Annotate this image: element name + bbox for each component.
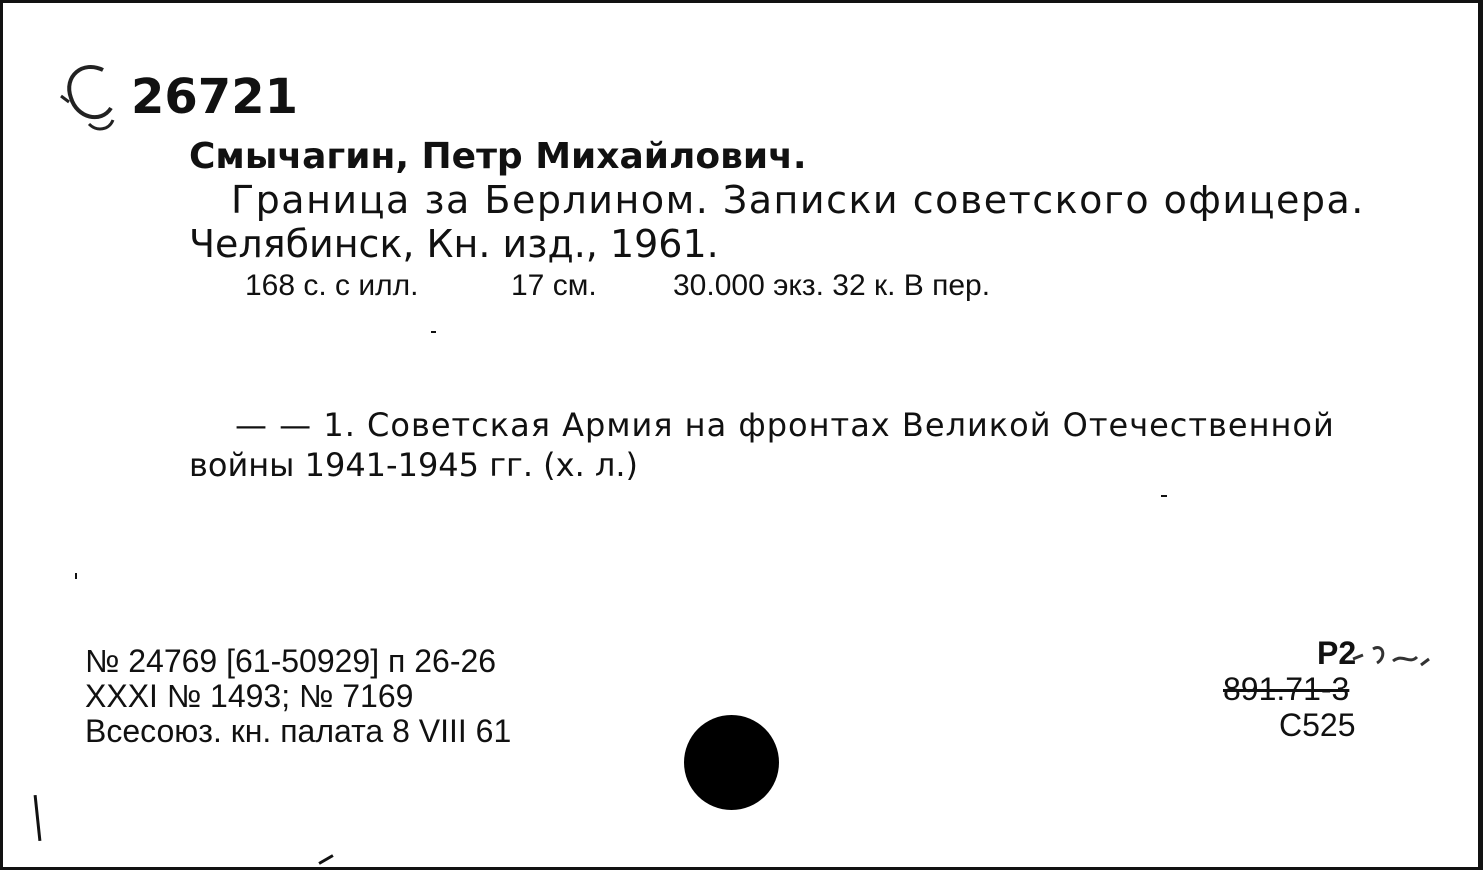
title-line-1: Граница за Берлином. Записки советского офицера. bbox=[231, 178, 1365, 222]
scan-speck-2 bbox=[1161, 495, 1167, 497]
subject-line-1: — — 1. Советская Армия на фронтах Великой Отечественной bbox=[235, 406, 1335, 444]
pages-info: 168 с. с илл. bbox=[245, 269, 419, 302]
handwritten-c-mark bbox=[53, 58, 123, 138]
handwritten-accession-number: 26721 bbox=[131, 69, 298, 125]
author-heading: Смычагин, Петр Михайлович. bbox=[189, 136, 807, 177]
scan-speck-3 bbox=[75, 573, 77, 579]
handwritten-scribble bbox=[1347, 639, 1437, 679]
scan-mark-left bbox=[34, 795, 42, 841]
scan-speck-1 bbox=[431, 331, 436, 333]
classification-code-2-struck: 891.71-3 bbox=[1223, 671, 1350, 707]
classification-code-1: Р2 bbox=[1317, 635, 1357, 671]
print-run-info: 30.000 экз. 32 к. В пер. bbox=[673, 269, 991, 302]
size-info: 17 см. bbox=[511, 269, 597, 302]
scan-mark-bottom bbox=[318, 854, 333, 865]
subject-line-2: войны 1941-1945 гг. (х. л.) bbox=[189, 446, 639, 484]
registry-line-3: Всесоюз. кн. палата 8 VIII 61 bbox=[85, 713, 512, 749]
title-line-2: Челябинск, Кн. изд., 1961. bbox=[189, 222, 719, 266]
registry-line-2: XXXI № 1493; № 7169 bbox=[85, 678, 414, 714]
classification-code-3: С525 bbox=[1279, 707, 1356, 743]
punch-hole bbox=[684, 715, 779, 810]
registry-line-1: № 24769 [61-50929] п 26-26 bbox=[85, 643, 497, 679]
